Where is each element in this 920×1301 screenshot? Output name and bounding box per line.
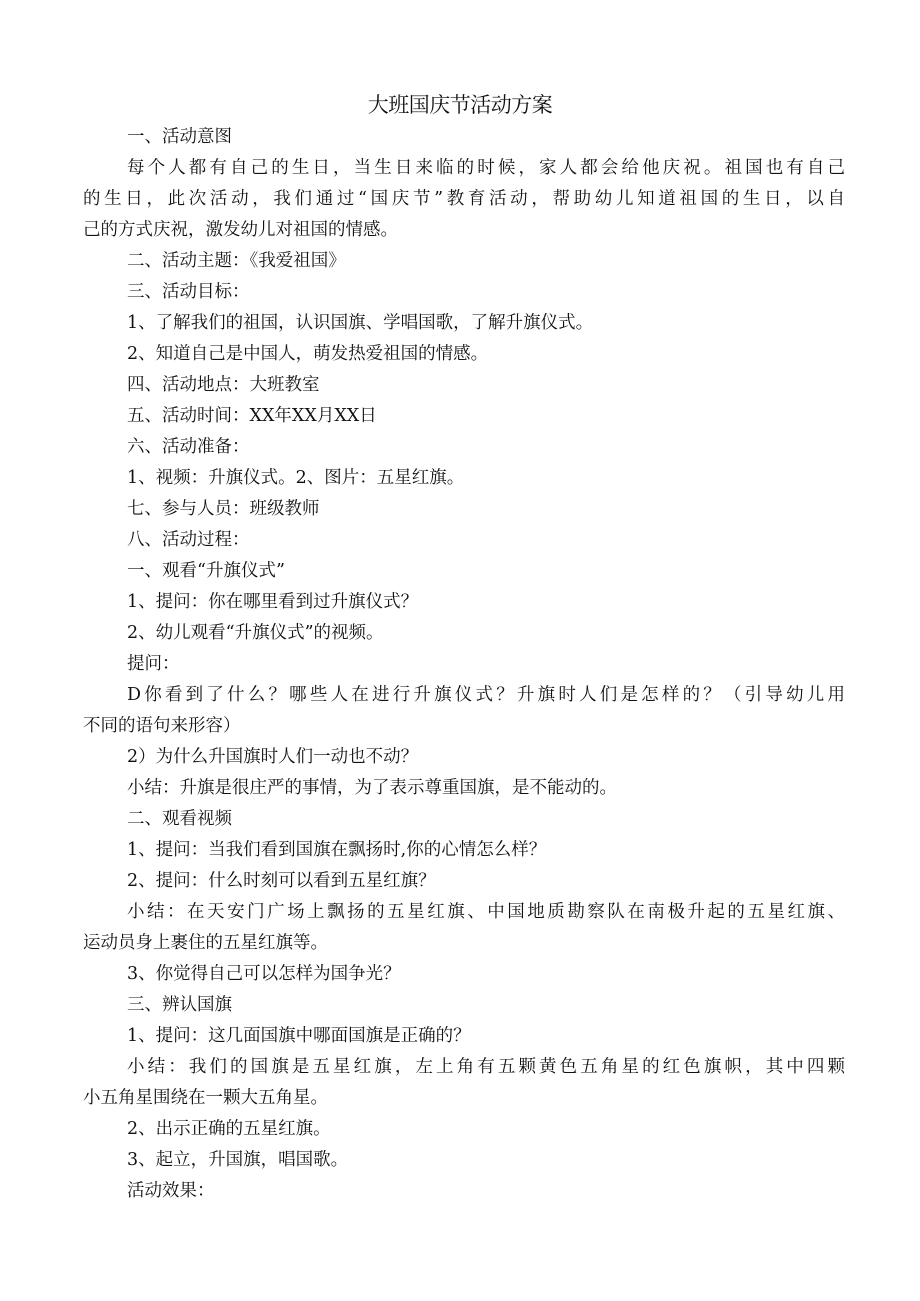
paragraph — [83, 1052, 845, 1114]
paragraph — [83, 153, 845, 246]
paragraph: 2、幼儿观看“升旗仪式”的视频。 — [127, 623, 384, 643]
paragraph-line: 小结：我们的国旗是五星红旗，左上角有五颗黄色五角星的红色旗帜，其中四颗 — [127, 1057, 845, 1077]
paragraph: 二、活动主题：《我爱祖国》 — [127, 251, 346, 271]
paragraph: 小结：升旗是很庄严的事情，为了表示尊重国旗，是不能动的。 — [127, 778, 617, 798]
paragraph — [83, 680, 845, 742]
paragraph-line: 己的方式庆祝，激发幼儿对祖国的情感。 — [83, 220, 398, 240]
paragraph: 1、了解我们的祖国，认识国旗、学唱国歌，了解升旗仪式。 — [127, 313, 594, 333]
paragraph: 1、提问：这几面国旗中哪面国旗是正确的？ — [127, 1026, 471, 1046]
paragraph: 四、活动地点：大班教室 — [127, 375, 320, 395]
paragraph: 三、辨认国旗 — [127, 995, 232, 1015]
paragraph-line: 不同的语句来形容） — [83, 716, 241, 736]
paragraph-line: 每个人都有自己的生日，当生日来临的时候，家人都会给他庆祝。祖国也有自己 — [127, 158, 845, 178]
paragraph: 活动效果： — [127, 1181, 215, 1201]
paragraph: 3、你觉得自己可以怎样为国争光？ — [127, 964, 401, 984]
paragraph: 六、活动准备： — [127, 437, 250, 457]
paragraph-line: 运动员身上裹住的五星红旗等。 — [83, 933, 328, 953]
paragraph: 2）为什么升国旗时人们一动也不动？ — [127, 747, 419, 767]
paragraph: 提问： — [127, 654, 180, 674]
paragraph-line: D你看到了什么？哪些人在进行升旗仪式？升旗时人们是怎样的？（引导幼儿用 — [127, 685, 845, 705]
paragraph: 2、出示正确的五星红旗。 — [127, 1119, 331, 1139]
paragraph-line: 小五角星围绕在一颗大五角星。 — [83, 1088, 328, 1108]
paragraph: 七、参与人员：班级教师 — [127, 499, 320, 519]
document-title: 大班国庆节活动方案 — [367, 93, 553, 117]
paragraph: 1、提问：当我们看到国旗在飘扬时,你的心情怎么样？ — [127, 840, 547, 860]
document-body — [83, 122, 845, 1207]
paragraph: 二、观看视频 — [127, 809, 232, 829]
paragraph: 一、观看“升旗仪式” — [127, 561, 285, 581]
paragraph: 1、提问：你在哪里看到过升旗仪式？ — [127, 592, 419, 612]
paragraph: 五、活动时间：XX年XX月XX日 — [127, 406, 377, 426]
paragraph-line: 小结：在天安门广场上飘扬的五星红旗、中国地质勘察队在南极升起的五星红旗、 — [127, 902, 845, 922]
paragraph: 八、活动过程： — [127, 530, 250, 550]
paragraph: 2、提问：什么时刻可以看到五星红旗？ — [127, 871, 436, 891]
paragraph: 三、活动目标： — [127, 282, 250, 302]
paragraph-line: 的生日，此次活动，我们通过“国庆节”教育活动，帮助幼儿知道祖国的生日，以自 — [83, 189, 845, 209]
paragraph — [83, 897, 845, 959]
paragraph: 一、活动意图 — [127, 127, 232, 147]
paragraph: 2、知道自己是中国人，萌发热爱祖国的情感。 — [127, 344, 489, 364]
paragraph: 1、视频：升旗仪式。2、图片：五星红旗。 — [127, 468, 465, 488]
paragraph: 3、起立，升国旗，唱国歌。 — [127, 1150, 349, 1170]
